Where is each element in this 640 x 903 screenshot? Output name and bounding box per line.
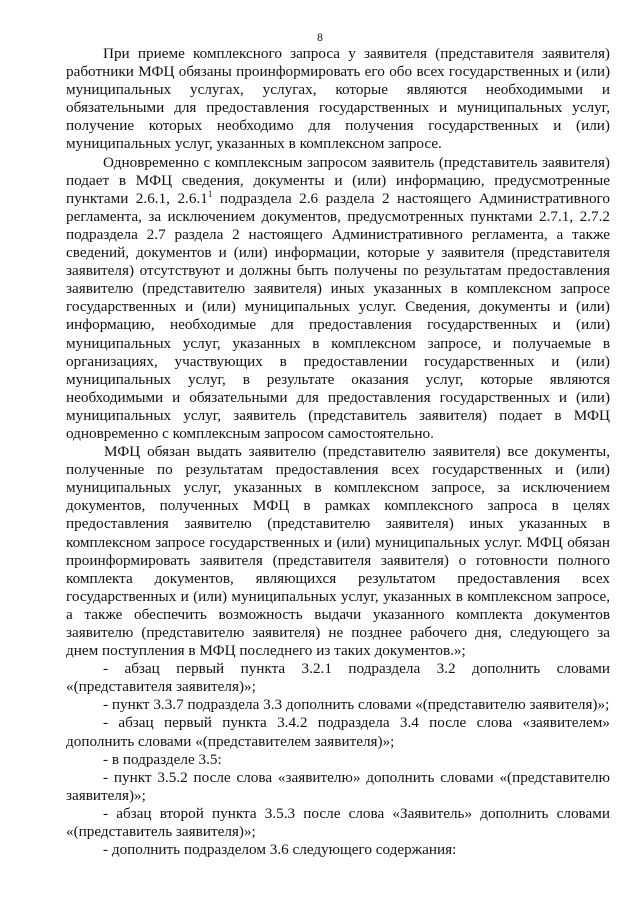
amendment-item-3-3-7: - пункт 3.3.7 подраздела 3.3 дополнить словами «(представителю заявителя)»; [103, 696, 610, 714]
paragraph-documents-submission-rest: подраздела 2.6 раздела 2 настоящего Административного регламента, за исключением документов, предусмотренных пунктами 2.7.1, 2.7.2 подраздела 2.7 раздела 2 настоящего Административного регламента, а также сведений, документов и (или) информации, которые у заявителя (представителя заявителя) отсутствуют и должны быть получены по результатам предоставления заявителю (представителю заявителя) иных указанных в комплексном запросе государственных и (или) муниципальных услуг. Сведения, документы и (или) информацию, необходимые для предоставления государственных и (или) муниципальных услуг, указанных в комплексном запросе, и получаемые в организациях, участвующих в предоставлении государственных и (или) муниципальных услуг, в результате оказания услуг, которые являются необходимыми и обязательными для предоставления государственных и (или) муниципальных услуг, заявитель (представитель заявителя) подает в МФЦ одновременно с комплексным запросом самостоятельно. [66, 189, 610, 442]
page-number: 8 [317, 32, 323, 44]
paragraph-complex-request-info: При приеме комплексного запроса у заявителя (представителя заявителя) работники МФЦ обязаны проинформировать его обо всех государственных и (или) муниципальных услугах, услугах, которые являются необходимыми и обязательными для предоставления государственных и муниципальных услуг, получение которых необходимо для получения государственных и (или) муниципальных услуг, указанных в комплексном запросе. [66, 45, 610, 153]
document-body [66, 45, 610, 859]
paragraph-documents-submission [66, 154, 610, 444]
footnote-superscript: 1 [207, 188, 213, 199]
amendment-item-subsection-3-6: - дополнить подразделом 3.6 следующего содержания: [103, 841, 457, 859]
amendment-item-3-4-2: - абзац первый пункта 3.4.2 подраздела 3.4 после слова «заявителем» дополнить словами «(представителем заявителя)»; [66, 714, 610, 750]
amendment-item-3-2-1: - абзац первый пункта 3.2.1 подраздела 3.2 дополнить словами «(представителя заявителя)»; [66, 660, 610, 696]
paragraph-mfc-obligation: МФЦ обязан выдать заявителю (представителю заявителя) все документы, полученные по результатам предоставления всех государственных и (или) муниципальных услуг, указанных в комплексном запросе, за исключением документов, полученных МФЦ в рамках комплексного запроса в целях предоставления заявителю (представителю заявителя) иных указанных в комплексном запросе государственных и (или) муниципальных услуг. МФЦ обязан проинформировать заявителя (представителя заявителя) о готовности полного комплекта документов, являющихся результатом предоставления всех государственных и (или) муниципальных услуг, указанных в комплексном запросе, а также обеспечить возможность выдачи указанного комплекта документов заявителю (представителю заявителя) не позднее рабочего дня, следующего за днем поступления в МФЦ последнего из таких документов.»; [66, 443, 610, 660]
amendment-item-3-5-3: - абзац второй пункта 3.5.3 после слова «Заявитель» дополнить словами «(представитель заявителя)»; [66, 804, 610, 841]
paragraph-documents-submission-start: Одновременно с комплексным запросом заявитель (представитель заявителя) подает в МФЦ сведения, документы и (или) информацию, предусмотренные пунктами 2.6.1, 2.6.1 [66, 153, 610, 207]
amendment-item-3-5-2: - пункт 3.5.2 после слова «заявителю» дополнить словами «(представителю заявителя)»; [66, 768, 610, 804]
amendment-item-subsection-3-5: - в подразделе 3.5: [103, 750, 222, 768]
